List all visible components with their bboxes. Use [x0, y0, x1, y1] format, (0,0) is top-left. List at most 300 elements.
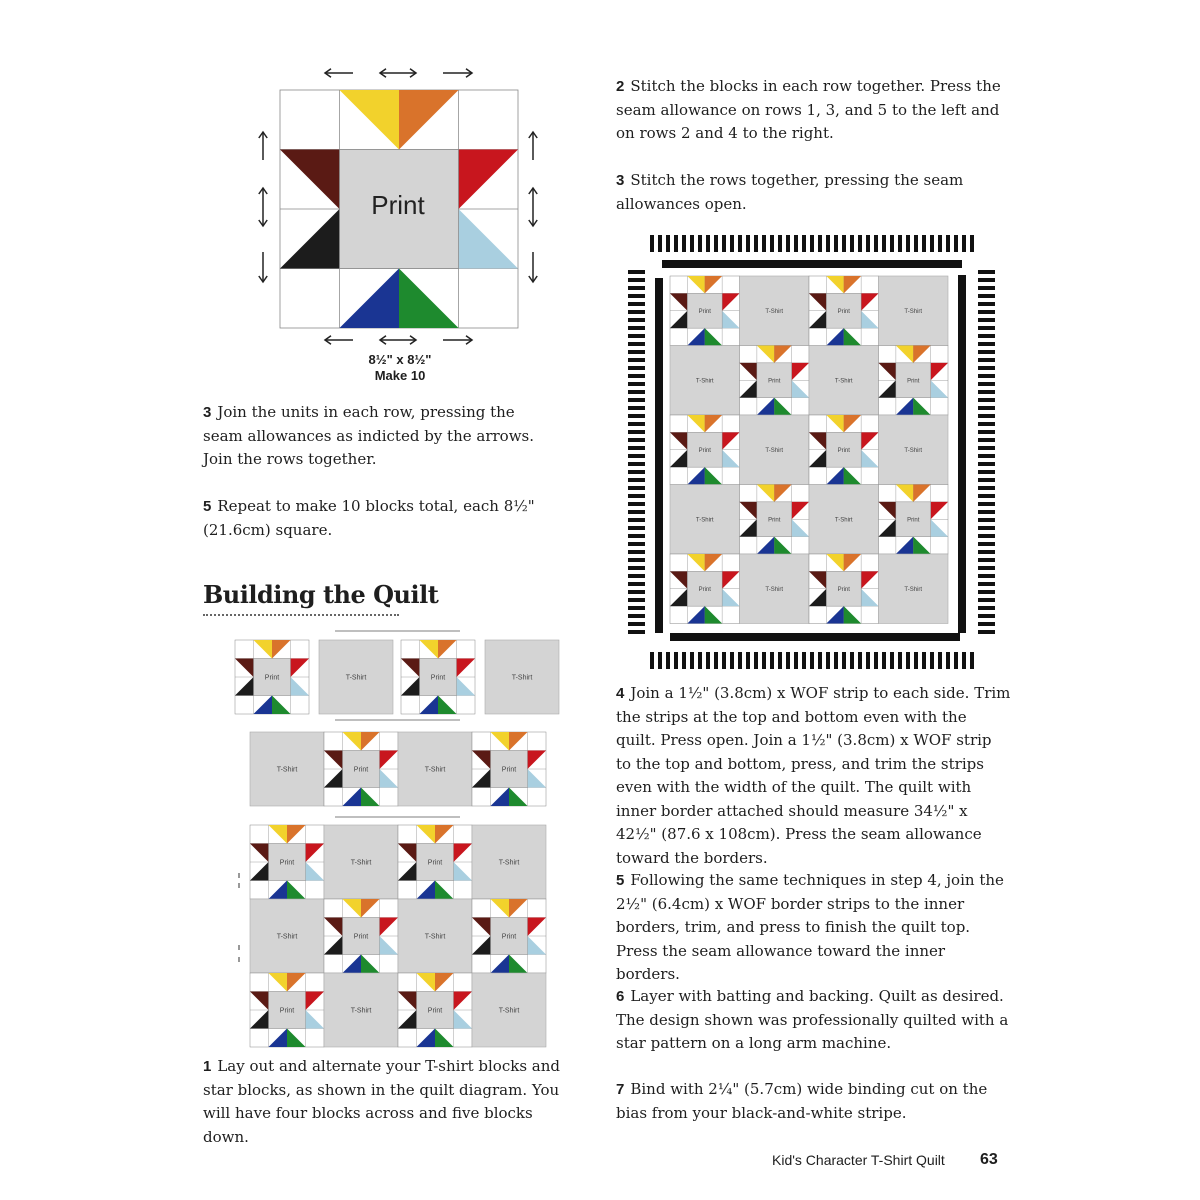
- tshirt-block: [670, 346, 740, 416]
- stripe: [628, 598, 645, 602]
- stripe: [978, 630, 995, 634]
- stripe: [628, 310, 645, 314]
- stripe: [978, 366, 995, 370]
- stripe: [978, 294, 995, 298]
- block-center-label: Print: [837, 308, 850, 315]
- stripe: [682, 235, 686, 252]
- stripe: [938, 235, 942, 252]
- block-center-label: Print: [353, 933, 369, 941]
- stripe: [978, 430, 995, 434]
- block-make-label: Make 10: [374, 368, 426, 383]
- step-number: 2: [616, 78, 625, 95]
- tshirt-block: [398, 899, 472, 973]
- stripe: [978, 398, 995, 402]
- block-center-label: Print: [427, 859, 443, 867]
- tshirt-block: [319, 640, 393, 714]
- stripe: [914, 235, 918, 252]
- stripe: [628, 366, 645, 370]
- tshirt-block-label: T-Shirt: [904, 447, 923, 454]
- stripe: [978, 438, 995, 442]
- inner-border-right: [958, 275, 966, 633]
- block-center-label: Print: [907, 378, 920, 385]
- star-block: [472, 899, 546, 973]
- tshirt-block: [250, 899, 324, 973]
- stripe: [874, 652, 878, 669]
- inner-border-top: [662, 260, 962, 268]
- stripe: [978, 486, 995, 490]
- stripe: [628, 334, 645, 338]
- stripe: [962, 652, 966, 669]
- stripe: [850, 235, 854, 252]
- stripe: [978, 494, 995, 498]
- stripe: [628, 390, 645, 394]
- star-block: [879, 485, 949, 555]
- stripe: [658, 652, 662, 669]
- stripe: [962, 235, 966, 252]
- tshirt-block-label: T-Shirt: [765, 586, 784, 593]
- stripe: [628, 446, 645, 450]
- block-size-label: 8½" x 8½": [368, 352, 432, 367]
- stripe: [978, 574, 995, 578]
- stripe: [970, 235, 974, 252]
- tshirt-block-label: T-Shirt: [904, 308, 923, 315]
- stripe: [978, 590, 995, 594]
- stripe: [978, 526, 995, 530]
- block-center-label: Print: [768, 378, 781, 385]
- stripe: [706, 652, 710, 669]
- stripe: [794, 235, 798, 252]
- stripe: [762, 652, 766, 669]
- block-center-label: Print: [279, 859, 295, 867]
- right-step-6: [616, 985, 1011, 1056]
- stripe: [914, 652, 918, 669]
- stripe: [906, 652, 910, 669]
- stripe: [628, 414, 645, 418]
- section-title-underline: [203, 614, 399, 616]
- stripe: [762, 235, 766, 252]
- stripe: [628, 486, 645, 490]
- step-number: 5: [203, 498, 212, 515]
- tshirt-block: [809, 346, 879, 416]
- stripe: [698, 652, 702, 669]
- right-step-7: [616, 1078, 1011, 1125]
- stripe: [730, 235, 734, 252]
- step-text: Repeat to make 10 blocks total, each 8½" (21.6cm) square.: [203, 497, 535, 539]
- inner-border-bottom: [670, 633, 960, 641]
- star-block: [670, 415, 740, 485]
- stripe: [628, 270, 645, 274]
- stripe: [810, 235, 814, 252]
- stripe: [866, 235, 870, 252]
- tshirt-block: [485, 640, 559, 714]
- stripe: [978, 462, 995, 466]
- step-text: Join the units in each row, pressing the seam allowances as indicted by the arrows. Join the rows together.: [203, 403, 535, 468]
- stripe: [834, 235, 838, 252]
- stripe: [628, 550, 645, 554]
- tshirt-block: [740, 276, 810, 346]
- stripe: [754, 652, 758, 669]
- stripe: [978, 582, 995, 586]
- star-block: [472, 732, 546, 806]
- stripe: [746, 652, 750, 669]
- stripe: [874, 235, 878, 252]
- tshirt-block-label: T-Shirt: [498, 1007, 520, 1015]
- quilt-layout-diagram: [225, 625, 570, 1050]
- stripe: [738, 235, 742, 252]
- stripe: [978, 622, 995, 626]
- tshirt-block-label: T-Shirt: [834, 517, 853, 524]
- outer-border-strip: [650, 235, 974, 252]
- stripe: [930, 652, 934, 669]
- stripe: [850, 652, 854, 669]
- step-text: Layer with batting and backing. Quilt as desired. The design shown was professionally quilted with a star pattern on a long arm machine.: [616, 987, 1009, 1052]
- stripe: [978, 406, 995, 410]
- tshirt-block: [398, 732, 472, 806]
- tshirt-block-label: T-Shirt: [276, 766, 298, 774]
- right-step-5: [616, 869, 1011, 987]
- stripe: [628, 614, 645, 618]
- tshirt-block-label: T-Shirt: [765, 308, 784, 315]
- inner-border-left: [655, 278, 663, 633]
- tshirt-block-label: T-Shirt: [498, 859, 520, 867]
- stripe: [802, 652, 806, 669]
- block-center-label: Print: [698, 308, 711, 315]
- stripe: [628, 406, 645, 410]
- stripe: [978, 278, 995, 282]
- step-number: 1: [203, 1058, 212, 1075]
- stripe: [746, 235, 750, 252]
- stripe: [978, 454, 995, 458]
- footer-title: Kid's Character T-Shirt Quilt: [772, 1152, 945, 1168]
- outer-border-strip: [628, 270, 645, 634]
- stripe: [858, 652, 862, 669]
- tshirt-block-label: T-Shirt: [765, 447, 784, 454]
- stripe: [978, 614, 995, 618]
- tshirt-block: [472, 973, 546, 1047]
- stripe: [628, 294, 645, 298]
- stripe: [674, 652, 678, 669]
- stripe: [628, 534, 645, 538]
- tshirt-block-label: T-Shirt: [350, 1007, 372, 1015]
- stripe: [666, 652, 670, 669]
- block-center-label: Print: [837, 447, 850, 454]
- stripe: [628, 342, 645, 346]
- stripe: [628, 526, 645, 530]
- stripe: [954, 652, 958, 669]
- stripe: [978, 542, 995, 546]
- stripe: [890, 652, 894, 669]
- tshirt-block-label: T-Shirt: [276, 933, 298, 941]
- stripe: [978, 326, 995, 330]
- block-center-label: Print: [501, 766, 517, 774]
- stripe: [628, 326, 645, 330]
- stripe: [978, 518, 995, 522]
- stripe: [978, 350, 995, 354]
- outer-border-strip: [978, 270, 995, 634]
- stripe: [628, 606, 645, 610]
- section-title: Building the Quilt: [203, 580, 439, 609]
- stripe: [978, 374, 995, 378]
- stripe: [826, 235, 830, 252]
- stripe: [770, 235, 774, 252]
- stripe: [978, 606, 995, 610]
- stripe: [978, 382, 995, 386]
- stripe: [698, 235, 702, 252]
- stripe: [978, 598, 995, 602]
- star-block: [398, 825, 472, 899]
- tshirt-block-label: T-Shirt: [424, 766, 446, 774]
- tshirt-block-label: T-Shirt: [834, 378, 853, 385]
- stripe: [978, 358, 995, 362]
- step-number: 5: [616, 872, 625, 889]
- stripe: [898, 235, 902, 252]
- stripe: [628, 302, 645, 306]
- stripe: [922, 652, 926, 669]
- stripe: [628, 574, 645, 578]
- stripe: [628, 382, 645, 386]
- step-number: 6: [616, 988, 625, 1005]
- tshirt-block: [670, 485, 740, 555]
- stripe: [628, 422, 645, 426]
- stripe: [778, 235, 782, 252]
- stripe: [628, 358, 645, 362]
- stripe: [970, 652, 974, 669]
- stripe: [978, 534, 995, 538]
- block-center-label: Print: [837, 586, 850, 593]
- step-number: 3: [616, 172, 625, 189]
- stripe: [978, 310, 995, 314]
- step-text: Bind with 2¼" (5.7cm) wide binding cut on the bias from your black-and-white stripe.: [616, 1080, 988, 1122]
- tshirt-block-label: T-Shirt: [511, 674, 533, 682]
- stripe: [882, 235, 886, 252]
- step-number: 3: [203, 404, 212, 421]
- stripe: [650, 652, 654, 669]
- stripe: [730, 652, 734, 669]
- stripe: [628, 350, 645, 354]
- block-center-label: Print: [698, 586, 711, 593]
- step-text: Lay out and alternate your T-shirt blocks and star blocks, as shown in the quilt diagram. You will have four blocks across and five blocks down.: [203, 1057, 560, 1146]
- step-number: 7: [616, 1081, 625, 1098]
- stripe: [898, 652, 902, 669]
- stripe: [842, 652, 846, 669]
- tshirt-block: [740, 415, 810, 485]
- outer-border-strip: [650, 652, 974, 669]
- stripe: [978, 550, 995, 554]
- stripe: [628, 374, 645, 378]
- stripe: [818, 235, 822, 252]
- star-block: [250, 973, 324, 1047]
- stripe: [978, 566, 995, 570]
- stripe: [658, 235, 662, 252]
- stripe: [628, 286, 645, 290]
- stripe: [786, 652, 790, 669]
- stripe: [778, 652, 782, 669]
- stripe: [786, 235, 790, 252]
- step-text: Following the same techniques in step 4, join the 2½" (6.4cm) x WOF border strips to the inner borders, trim, and press to finish the quilt top. Press the seam allowance toward the inner borders.: [616, 871, 1004, 983]
- stripe: [834, 652, 838, 669]
- stripe: [628, 630, 645, 634]
- stripe: [978, 446, 995, 450]
- stripe: [978, 510, 995, 514]
- stripe: [954, 235, 958, 252]
- block-center-label: Print: [698, 447, 711, 454]
- star-block: [401, 640, 475, 714]
- block-center-label: Print: [279, 1007, 295, 1015]
- stripe: [690, 652, 694, 669]
- step-text: Join a 1½" (3.8cm) x WOF strip to each side. Trim the strips at the top and bottom even with the quilt. Press open. Join a 1½" (3.8cm) x WOF strip to the top and bottom, press, and trim the strips even with the width of the quilt. The quilt with inner border attached should measure 34½" x 42½" (87.6 x 108cm). Press the seam allowance toward the borders.: [616, 684, 1011, 867]
- tshirt-block-label: T-Shirt: [695, 378, 714, 385]
- stripe: [922, 235, 926, 252]
- tshirt-block: [879, 554, 949, 624]
- stripe: [946, 235, 950, 252]
- star-block: [809, 554, 879, 624]
- right-step-4: [616, 682, 1011, 870]
- layout-step-1: [203, 1055, 573, 1149]
- stripe: [866, 652, 870, 669]
- step-text: Stitch the blocks in each row together. Press the seam allowance on rows 1, 3, and 5 to the left and on rows 2 and 4 to the right.: [616, 77, 1001, 142]
- page-number: 63: [980, 1151, 998, 1168]
- stripe: [682, 652, 686, 669]
- stripe: [628, 398, 645, 402]
- star-block: [809, 276, 879, 346]
- stripe: [810, 652, 814, 669]
- stripe: [978, 270, 995, 274]
- star-block: [324, 899, 398, 973]
- stripe: [628, 542, 645, 546]
- stripe: [722, 235, 726, 252]
- step-text: Stitch the rows together, pressing the seam allowances open.: [616, 171, 964, 213]
- tshirt-block-label: T-Shirt: [904, 586, 923, 593]
- stripe: [906, 235, 910, 252]
- stripe: [628, 502, 645, 506]
- tshirt-block: [250, 732, 324, 806]
- block-center-label: Print: [430, 674, 446, 682]
- stripe: [754, 235, 758, 252]
- star-block: [740, 485, 810, 555]
- stripe: [978, 470, 995, 474]
- stripe: [628, 462, 645, 466]
- block-center-label: Print: [427, 1007, 443, 1015]
- star-block: [879, 346, 949, 416]
- stripe: [628, 278, 645, 282]
- stripe: [690, 235, 694, 252]
- stripe: [628, 454, 645, 458]
- step-number: 4: [616, 685, 625, 702]
- stripe: [770, 652, 774, 669]
- block-center-label: Print: [371, 190, 425, 220]
- tshirt-block: [740, 554, 810, 624]
- stripe: [858, 235, 862, 252]
- tshirt-block: [324, 825, 398, 899]
- stripe: [826, 652, 830, 669]
- star-block: [324, 732, 398, 806]
- tshirt-block-label: T-Shirt: [424, 933, 446, 941]
- left-step-5: [203, 495, 553, 542]
- stripe: [628, 438, 645, 442]
- stripe: [978, 414, 995, 418]
- stripe: [628, 430, 645, 434]
- stripe: [666, 235, 670, 252]
- block-size-caption: [330, 352, 470, 384]
- block-center-label: Print: [907, 517, 920, 524]
- stripe: [882, 652, 886, 669]
- stripe: [818, 652, 822, 669]
- right-step-3: [616, 169, 1011, 216]
- stripe: [842, 235, 846, 252]
- stripe: [946, 652, 950, 669]
- stripe: [978, 318, 995, 322]
- stripe: [650, 235, 654, 252]
- star-block: [235, 640, 309, 714]
- tshirt-block-label: T-Shirt: [695, 517, 714, 524]
- stripe: [978, 342, 995, 346]
- tshirt-block: [879, 276, 949, 346]
- star-block: [250, 825, 324, 899]
- tshirt-block-label: T-Shirt: [350, 859, 372, 867]
- stripe: [628, 558, 645, 562]
- stripe: [628, 622, 645, 626]
- star-block: [809, 415, 879, 485]
- stripe: [802, 235, 806, 252]
- stripe: [628, 518, 645, 522]
- tshirt-block: [324, 973, 398, 1047]
- block-center-label: Print: [501, 933, 517, 941]
- left-step-3: [203, 401, 553, 472]
- tshirt-block: [472, 825, 546, 899]
- star-block: [398, 973, 472, 1047]
- stripe: [978, 286, 995, 290]
- star-block-diagram: [250, 60, 550, 345]
- stripe: [706, 235, 710, 252]
- stripe: [978, 334, 995, 338]
- block-center-label: Print: [353, 766, 369, 774]
- stripe: [978, 302, 995, 306]
- stripe: [978, 502, 995, 506]
- stripe: [628, 566, 645, 570]
- stripe: [938, 652, 942, 669]
- block-center-label: Print: [264, 674, 280, 682]
- tshirt-block-label: T-Shirt: [345, 674, 367, 682]
- stripe: [628, 582, 645, 586]
- stripe: [722, 652, 726, 669]
- right-step-2: [616, 75, 1011, 146]
- stripe: [890, 235, 894, 252]
- stripe: [794, 652, 798, 669]
- stripe: [978, 478, 995, 482]
- stripe: [674, 235, 678, 252]
- star-block: [670, 276, 740, 346]
- stripe: [738, 652, 742, 669]
- star-block: [740, 346, 810, 416]
- star-block: [670, 554, 740, 624]
- block-center-label: Print: [768, 517, 781, 524]
- tshirt-block: [879, 415, 949, 485]
- stripe: [714, 652, 718, 669]
- stripe: [714, 235, 718, 252]
- tshirt-block: [809, 485, 879, 555]
- stripe: [930, 235, 934, 252]
- stripe: [628, 510, 645, 514]
- stripe: [628, 590, 645, 594]
- stripe: [628, 494, 645, 498]
- bordered-quilt-diagram: [620, 230, 1005, 675]
- stripe: [978, 422, 995, 426]
- stripe: [628, 478, 645, 482]
- stripe: [978, 390, 995, 394]
- stripe: [628, 470, 645, 474]
- stripe: [978, 558, 995, 562]
- stripe: [628, 318, 645, 322]
